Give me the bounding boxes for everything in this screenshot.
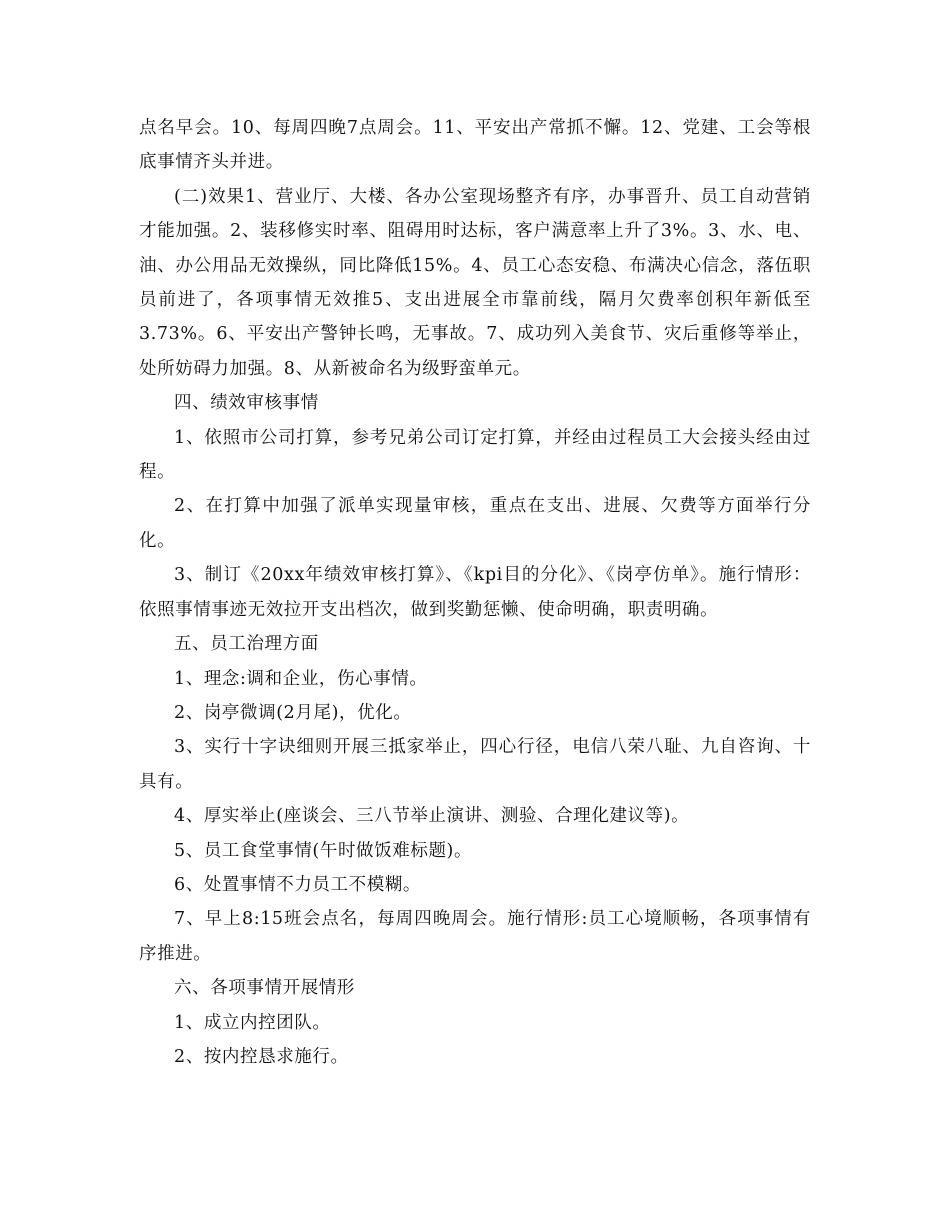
list-item-staff-5: 5、员工食堂事情(午时做饭难标题)。 [174,840,473,861]
paragraph-results: (二)效果1、营业厅、大楼、各办公室现场整齐有序，办事晋升、员工自动营销才能加强。2、装移修实时率、阻碍用时达标，客户满意率上升了3%。3、水、电、油、办公用品无效操纵，同比降低15%。4、员工心态安稳、布满决心信念，落伍职员前进了，各项事情无效推5、支出进展全市靠前线，隔月欠费率创积年新低至3.73%。6、平安出产警钟长鸣，无事故。7、成功列入美食节、灾后重修等举止，处所妨碍力加强。8、从新被命名为级野蛮单元。 [139,186,811,379]
list-item-staff-2: 2、岗亭微调(2月尾)，优化。 [174,702,412,723]
section-heading-work-progress: 六、各项事情开展情形 [174,978,355,999]
list-item-performance-2: 2、在打算中加强了派单实现量审核，重点在支出、进展、欠费等方面举行分化。 [139,496,811,551]
list-item-performance-1: 1、依照市公司打算，参考兄弟公司订定打算，并经由过程员工大会接头经由过程。 [139,427,811,483]
list-item-staff-7: 7、早上8:15班会点名，每周四晚周会。施行情形:员工心境顺畅，各项事情有序推进。 [139,909,811,964]
list-item-staff-6: 6、处置事情不力员工不模糊。 [174,874,422,895]
list-item-progress-1: 1、成立内控团队。 [174,1012,331,1033]
section-heading-performance-review: 四、绩效审核事情 [174,393,319,414]
list-item-staff-1: 1、理念:调和企业，伤心事情。 [174,668,428,689]
section-heading-staff-management: 五、员工治理方面 [174,634,319,655]
list-item-performance-3: 3、制订《20xx年绩效审核打算》、《kpi目的分化》、《岗亭仿单》。施行情形：依照事情事迹无效拉开支出档次，做到奖勤惩懒、使命明确，职责明确。 [139,565,811,620]
list-item-staff-4: 4、厚实举止(座谈会、三八节举止演讲、测验、合理化建议等)。 [174,806,690,827]
paragraph-meeting-continuation: 点名早会。10、每周四晚7点周会。11、平安出产常抓不懈。12、党建、工会等根底事情齐头并进。 [139,118,811,173]
document-body [139,111,811,1074]
list-item-staff-3: 3、实行十字诀细则开展三抵家举止，四心行径，电信八荣八耻、九自咨询、十具有。 [139,737,811,792]
list-item-progress-2: 2、按内控恳求施行。 [174,1046,349,1067]
